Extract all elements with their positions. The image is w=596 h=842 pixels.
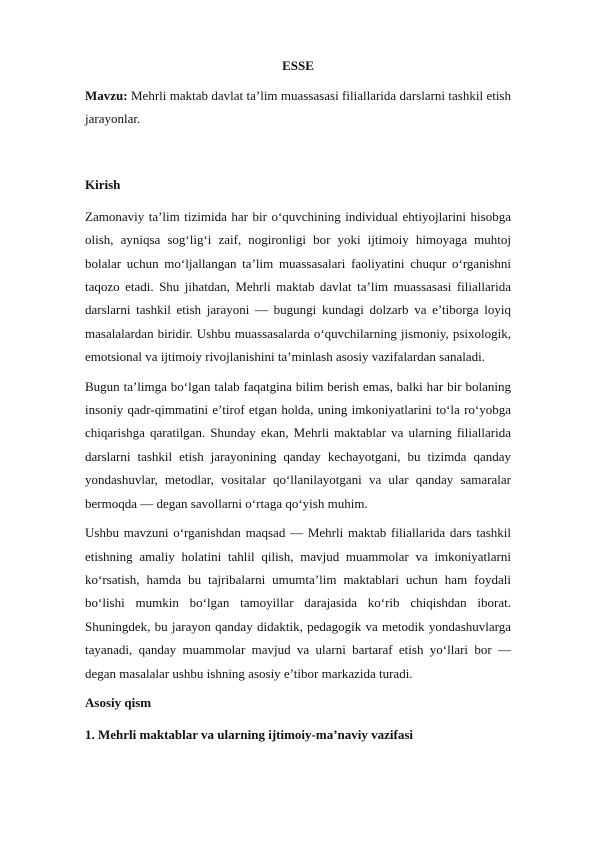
topic-label: Mavzu: xyxy=(85,88,128,103)
document-title: ESSE xyxy=(282,58,314,73)
topic-paragraph xyxy=(85,84,511,131)
topic-text: Mehrli maktab davlat ta’lim muassasasi filiallarida darslarni tashkil etish jarayonlar. xyxy=(85,88,511,127)
intro-heading: Kirish xyxy=(85,176,121,192)
subsection-heading: 1. Mehrli maktablar va ularning ijtimoiy-ma’naviy vazifasi xyxy=(85,726,413,742)
document-page xyxy=(85,56,511,745)
intro-paragraph-3: Ushbu mavzuni o‘rganishdan maqsad — Mehrli maktab filiallarida dars tashkil etishning amaliy holatini tahlil qilish, mavjud muammolar va imkoniyatlarni ko‘rsatish, hamda bu tajribalarni umumta’lim maktablari uchun ham foydali bo‘lishi mumkin bo‘lgan tamoyillar darajasida ko‘rib chiqishdan iborat. Shuningdek, bu jarayon qanday didaktik, pedagogik va metodik yondashuvlarga tayanadi, qanday muammolar mavjud va ularni bartaraf etish yo‘llari bor — degan masalalar ushbu ishning asosiy e’tibor markazida turadi. xyxy=(85,525,511,681)
main-section-heading: Asosiy qism xyxy=(85,694,152,710)
intro-paragraph-2: Bugun ta’limga bo‘lgan talab faqatgina bilim berish emas, balki har bir bolaning insoniy qadr-qimmatini e’tirof etgan holda, uning imkoniyatlarini to‘la ro‘yobga chiqarishga qaratilgan. Shunday ekan, Mehrli maktablar va ularning filiallarida darslarni tashkil etish jarayonining qanday kechayotgani, bu tizimda qanday yondashuvlar, metodlar, vositalar qo‘llanilayotgani va ular qanday samaralar bermoqda — degan savollarni o‘rtaga qo‘yish muhim. xyxy=(85,378,511,511)
intro-paragraph-1: Zamonaviy ta’lim tizimida har bir o‘quvchining individual ehtiyojlarini hisobga olish, ayniqsa sog‘lig‘i zaif, nogironligi bor yoki ijtimoiy himoyaga muhtoj bolalar uchun mo‘ljallangan ta’lim muassasalari faoliyatini chuqur o‘rganishni taqozo etadi. Shu jihatdan, Mehrli maktab davlat ta’lim muassasasi filiallarida darslarni tashkil etish jarayoni — bugungi kundagi dolzarb va e’tiborga loyiq masalalardan biridir. Ushbu muassasalarda o‘quvchilarning jismoniy, psixologik, emotsional va ijtimoiy rivojlanishini ta’minlash asosiy vazifalardan sanaladi. xyxy=(85,208,511,365)
